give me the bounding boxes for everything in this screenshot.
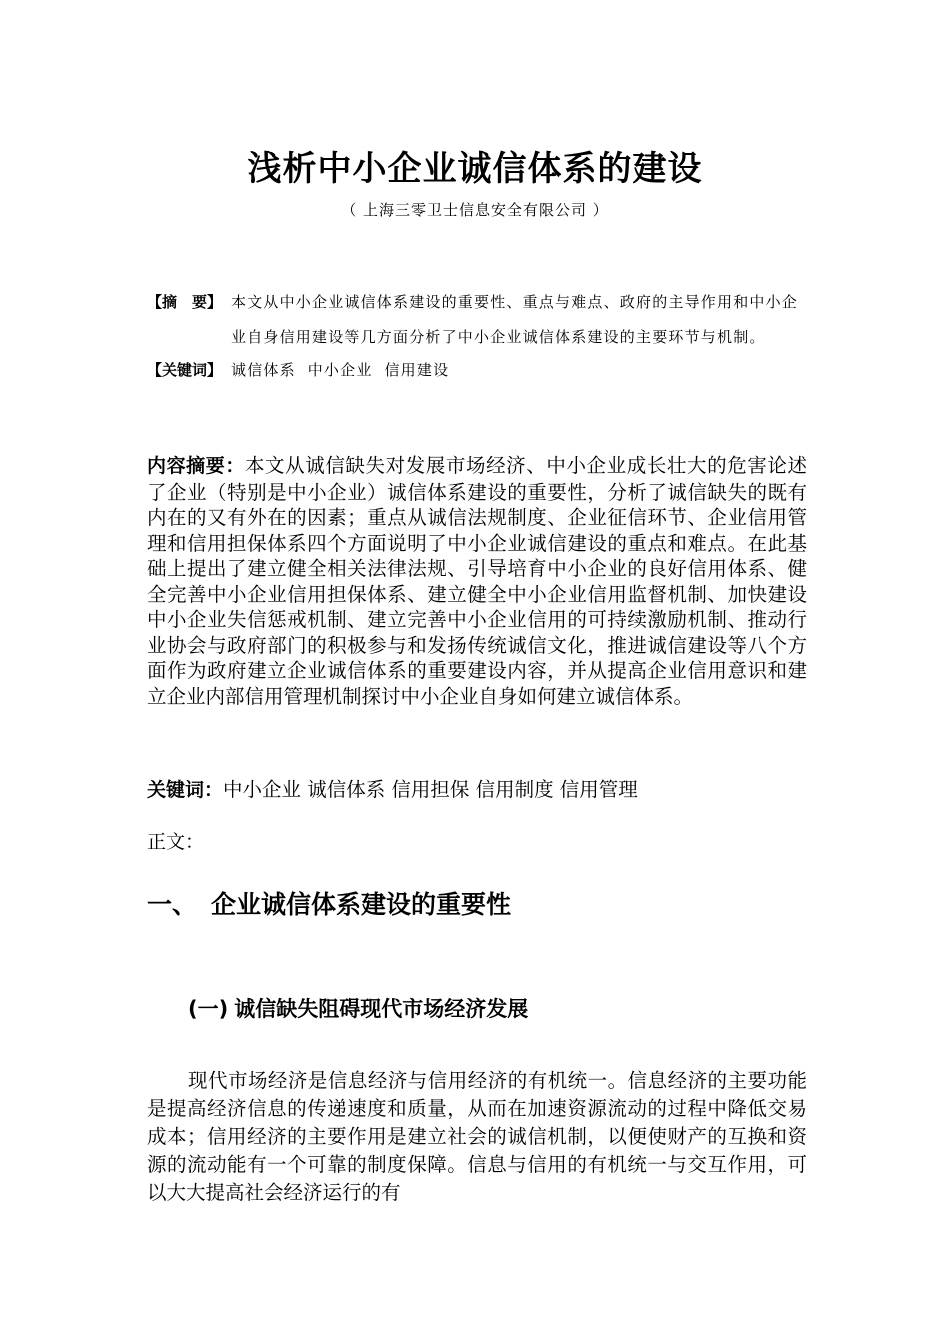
abstract-text: 本文从中小企业诚信体系建设的重要性、重点与难点、政府的主导作用和中小企业自身信用建设等几方面分析了中小企业诚信体系建设的主要环节与机制。 <box>231 293 799 346</box>
section-heading <box>147 886 511 924</box>
summary-text: 本文从诚信缺失对发展市场经济、中小企业成长壮大的危害论述了企业（特别是中小企业）诚信体系建设的重要性，分析了诚信缺失的既有内在的又有外在的因素；重点从诚信法规制度、企业征信环节、企业信用管理和信用担保体系四个方面说明了中小企业诚信建设的重点和难点。在此基础上提出了建立健全相关法律法规、引导培育中小企业的良好信用体系、健全完善中小企业信用担保体系、建立健全中小企业信用监督机制、加快建设中小企业失信惩戒机制、建立完善中小企业信用的可持续激励机制、推动行业协会与政府部门的积极参与和发扬传统诚信文化，推进诚信建设等八个方面作为政府建立企业诚信体系的重要建设内容，并从提高企业信用意识和建立企业内部信用管理机制探讨中小企业自身如何建立诚信体系。 <box>147 454 807 708</box>
keywords-text: 诚信体系 中小企业 信用建设 <box>231 361 450 379</box>
keywords-row <box>147 355 807 385</box>
summary-label: 内容摘要： <box>147 455 245 477</box>
abstract-row <box>147 285 807 355</box>
author-affiliation: （ 上海三零卫士信息安全有限公司 ） <box>341 201 609 219</box>
document-title: 浅析中小企业诚信体系的建设 <box>247 149 703 189</box>
section-title: 企业诚信体系建设的重要性 <box>211 890 512 919</box>
keywords-secondary <box>147 776 807 804</box>
abstract-label: 【摘 要】 <box>147 293 223 311</box>
subsection-heading <box>188 992 528 1026</box>
body-paragraph: 现代市场经济是信息经济与信用经济的有机统一。信息经济的主要功能是提高经济信息的传递速度和质量，从而在加速资源流动的过程中降低交易成本；信用经济的主要作用是建立社会的诚信机制，以便使财产的互换和资源的流动能有一个可靠的制度保障。信息与信用的有机统一与交互作用，可以大大提高社会经济运行的有 <box>147 1069 807 1204</box>
section-number: 一、 <box>147 890 198 919</box>
abstract-block <box>147 285 807 385</box>
keywords2-label: 关键词： <box>147 779 224 801</box>
content-summary <box>147 453 807 709</box>
subsection-number: (一) <box>188 997 229 1021</box>
keywords-label: 【关键词】 <box>147 361 223 379</box>
subsection-title: 诚信缺失阻碍现代市场经济发展 <box>234 997 529 1021</box>
body-label: 正文： <box>147 831 205 853</box>
keywords2-text: 中小企业 诚信体系 信用担保 信用制度 信用管理 <box>223 778 638 801</box>
